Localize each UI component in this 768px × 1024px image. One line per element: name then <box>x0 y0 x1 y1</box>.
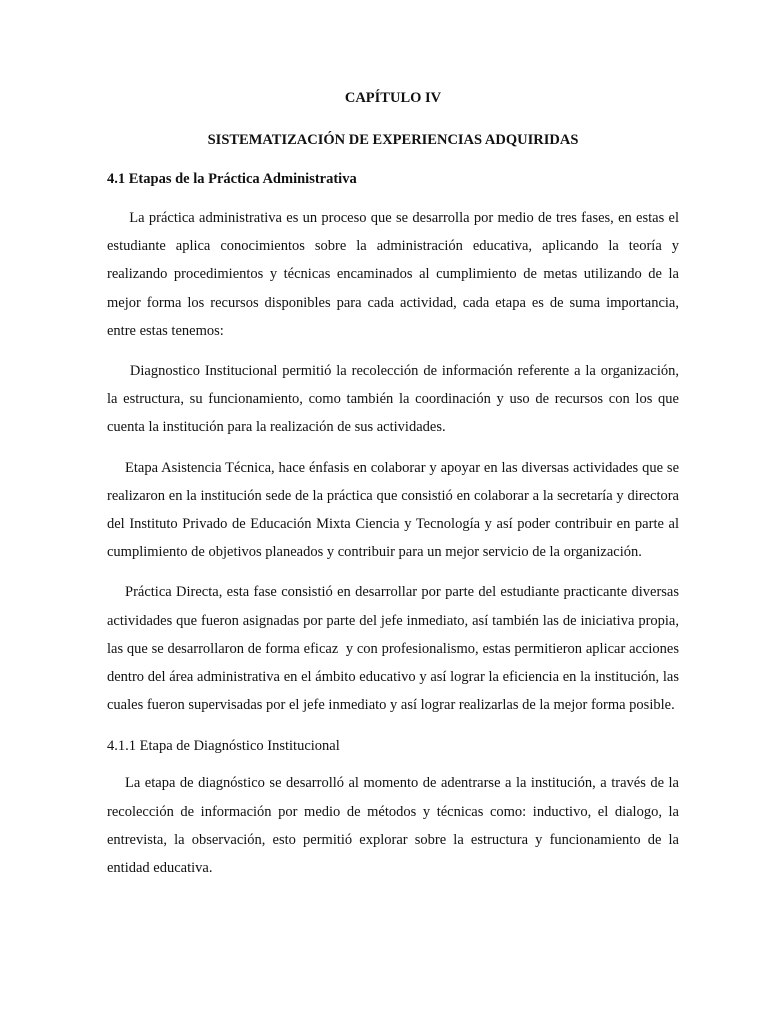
paragraph: Etapa Asistencia Técnica, hace énfasis en colaborar y apoyar en las diversas actividades que se realizaron en la institución sede de la práctica que consistió en colaborar a la secretaría y directora del Instituto Privado de Educación Mixta Ciencia y Tecnología y así poder contribuir en parte al cumplimiento de objetivos planeados y contribuir para un mejor servicio de la organización. <box>107 459 679 561</box>
paragraph: La etapa de diagnóstico se desarrolló al momento de adentrarse a la institución, a través de la recolección de información por medio de métodos y técnicas como: inductivo, el dialogo, la entrevista, la observación, esto permitió explorar sobre la estructura y funcionamiento de la entidad educativa. <box>107 775 679 877</box>
paragraph: La práctica administrativa es un proceso que se desarrolla por medio de tres fases, en estas el estudiante aplica conocimientos sobre la administración educativa, aplicando la teoría y realizando procedimientos y técnicas encaminados al cumplimiento de metas utilizando de la mejor forma los recursos disponibles para cada actividad, cada etapa es de suma importancia, entre estas tenemos: <box>107 210 679 339</box>
chapter-title: SISTEMATIZACIÓN DE EXPERIENCIAS ADQUIRIDAS <box>207 132 579 148</box>
document-page <box>107 88 679 882</box>
paragraph: Práctica Directa, esta fase consistió en desarrollar por parte del estudiante practicante diversas actividades que fueron asignadas por parte del jefe inmediato, así también las de iniciativa propia, las que se desarrollaron de forma eficaz y con profesionalismo, estas permitieron aplicar acciones dentro del área administrativa en el ámbito educativo y así lograr la eficiencia en la institución, las cuales fueron supervisadas por el jefe inmediato y así lograr realizarlas de la mejor forma posible. <box>107 584 679 714</box>
section-heading: 4.1 Etapas de la Práctica Administrativa <box>107 171 357 187</box>
paragraph: Diagnostico Institucional permitió la recolección de información referente a la organización, la estructura, su funcionamiento, como también la coordinación y uso de recursos con los que cuenta la institución para la realización de sus actividades. <box>107 363 679 436</box>
subsection-heading: 4.1.1 Etapa de Diagnóstico Institucional <box>107 738 340 755</box>
chapter-heading: CAPÍTULO IV <box>344 90 442 106</box>
